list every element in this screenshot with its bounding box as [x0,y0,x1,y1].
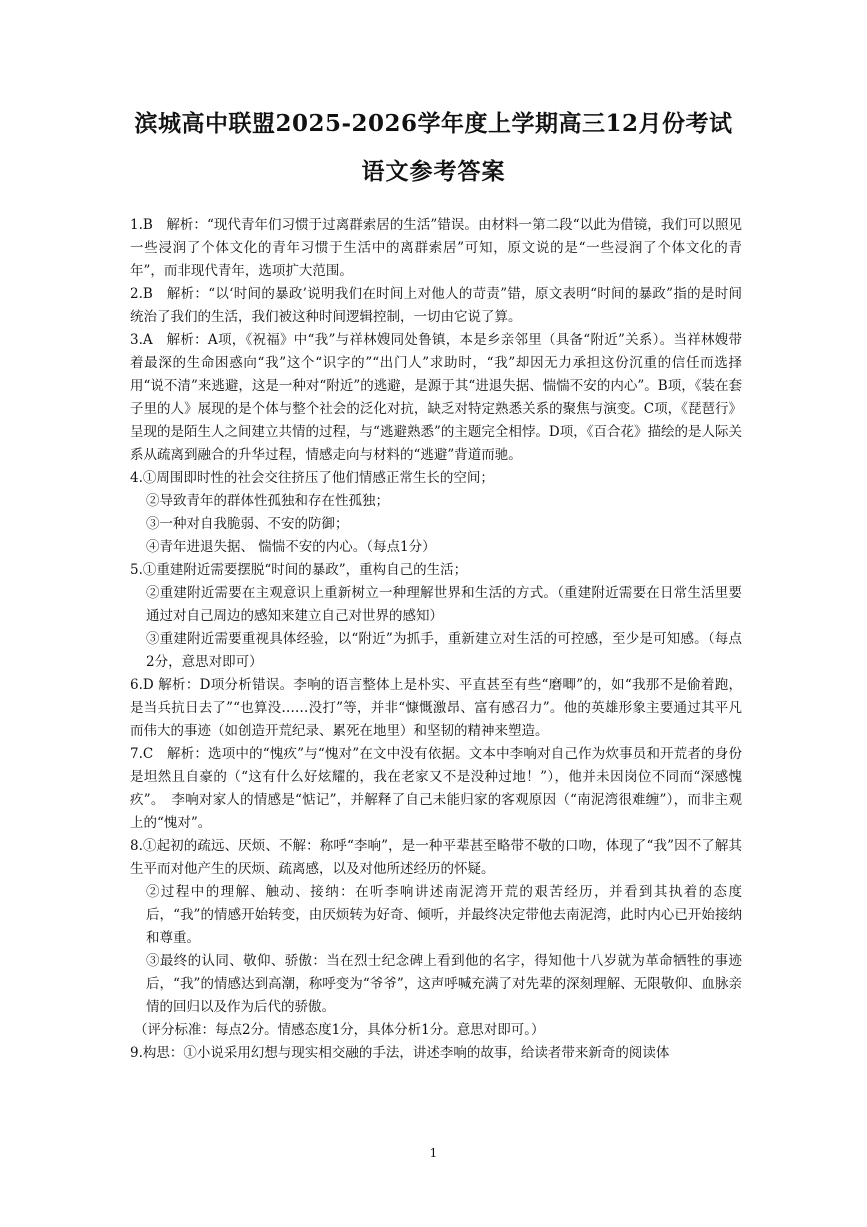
answer-4-point-1: 4.①周围即时性的社会交往挤压了他们情感正常生长的空间； [130,470,494,486]
answer-8-point-3: ③最终的认同、敬仰、骄傲：当在烈士纪念碑上看到他的名字，得知他十八岁就为革命牺牲的事迹后，“我”的情感达到高潮，称呼变为“爷爷”，这声呼喊充满了对先辈的深刻理解、无限敬仰、血脉亲情的回归以及作为后代的骄傲。 [146,953,742,1015]
answer-4-point-4: ④青年进退失据、 惴惴不安的内心。（每点1分） [146,539,436,555]
answer-2: 2.B 解析：“以‘时间的暴政’说明我们在时间上对他人的苛责”错，原文表明“时间的暴政”指的是时间统治了我们的生活，我们被这种时间逻辑控制，一切由它说了算。 [130,286,742,325]
answer-4-point-2: ②导致青年的群体性孤独和存在性孤独； [146,493,389,509]
page-number: 1 [429,1146,438,1160]
page-title: 滨城高中联盟2025-2026学年度上学期高三12月份考试 [134,110,733,137]
answer-5-point-3: ③重建附近需要重视具体经验，以“附近”为抓手，重新建立对生活的可控感，至少是可知感。（每点2分，意思对即可） [146,631,742,670]
answer-body [130,214,742,1065]
answer-5-point-1: 5.①重建附近需要摆脱“时间的暴政”，重构自己的生活； [130,562,468,578]
page-subtitle: 语文参考答案 [361,158,506,185]
answer-4-point-3: ③一种对自我脆弱、不安的防御； [146,516,349,532]
answer-5-point-2: ②重建附近需要在主观意识上重新树立一种理解世界和生活的方式。（重建附近需要在日常生活里要通过对自己周边的感知来建立自己对世界的感知） [146,585,742,624]
answer-7: 7.C 解析：选项中的“愧疚”与“愧对”在文中没有依据。文本中李响对自己作为炊事员和开荒者的身份是坦然且自豪的（“这有什么好炫耀的，我在老家又不是没种过地！”），他并未因岗位不同而“深感愧疚”。 李响对家人的情感是“惦记”，并解释了自己未能归家的客观原因（“南泥湾很难缠”），而非主观上的“愧对”。 [130,746,742,831]
answer-1: 1.B 解析：“现代青年们习惯于过离群索居的生活”错误。由材料一第二段“以此为借镜，我们可以照见一些浸润了个体文化的青年习惯于生活中的离群索居”可知，原文说的是“一些浸润了个体文化的青年”，而非现代青年，选项扩大范围。 [130,217,742,279]
answer-6: 6.D 解析：D项分析错误。李响的语言整体上是朴实、平直甚至有些“磨唧”的，如“我那不是偷着跑，是当兵抗日去了”“也算没……没打”等，并非“慷慨激昂、富有感召力”。他的英雄形象主要通过其平凡而伟大的事迹（如创造开荒纪录、累死在地里）和坚韧的精神来塑造。 [130,677,742,739]
answer-3: 3.A 解析：A项，《祝福》中“我”与祥林嫂同处鲁镇，本是乡亲邻里（具备“附近”关系）。当祥林嫂带着最深的生命困惑向“我”这个“识字的”“出门人”求助时，“我”却因无力承担这份沉重的信任而选择用“说不清”来逃避，这是一种对“附近”的逃避，是源于其“进退失据、惴惴不安的内心”。B项，《装在套子里的人》展现的是个体与整个社会的泛化对抗，缺乏对特定熟悉关系的聚焦与演变。C项，《琵琶行》呈现的是陌生人之间建立共情的过程，与“逃避熟悉”的主题完全相悖。D项，《百合花》描绘的是人际关系从疏离到融合的升华过程，情感走向与材料的“逃避”背道而驰。 [130,332,742,463]
answer-8-point-1: 8.①起初的疏远、厌烦、不解：称呼“李响”，是一种平辈甚至略带不敬的口吻，体现了“我”因不了解其生平而对他产生的厌烦、疏离感，以及对他所述经历的怀疑。 [130,838,742,877]
answer-9: 9.构思：①小说采用幻想与现实相交融的手法，讲述李响的故事，给读者带来新奇的阅读体 [130,1045,670,1061]
answer-8-point-2: ②过程中的理解、触动、接纳：在听李响讲述南泥湾开荒的艰苦经历，并看到其执着的态度后，“我”的情感开始转变，由厌烦转为好奇、倾听，并最终决定带他去南泥湾，此时内心已开始接纳和尊重。 [146,884,742,946]
answer-8-scoring-note: （评分标准：每点2分。情感态度1分，具体分析1分。意思对即可。） [134,1022,545,1038]
